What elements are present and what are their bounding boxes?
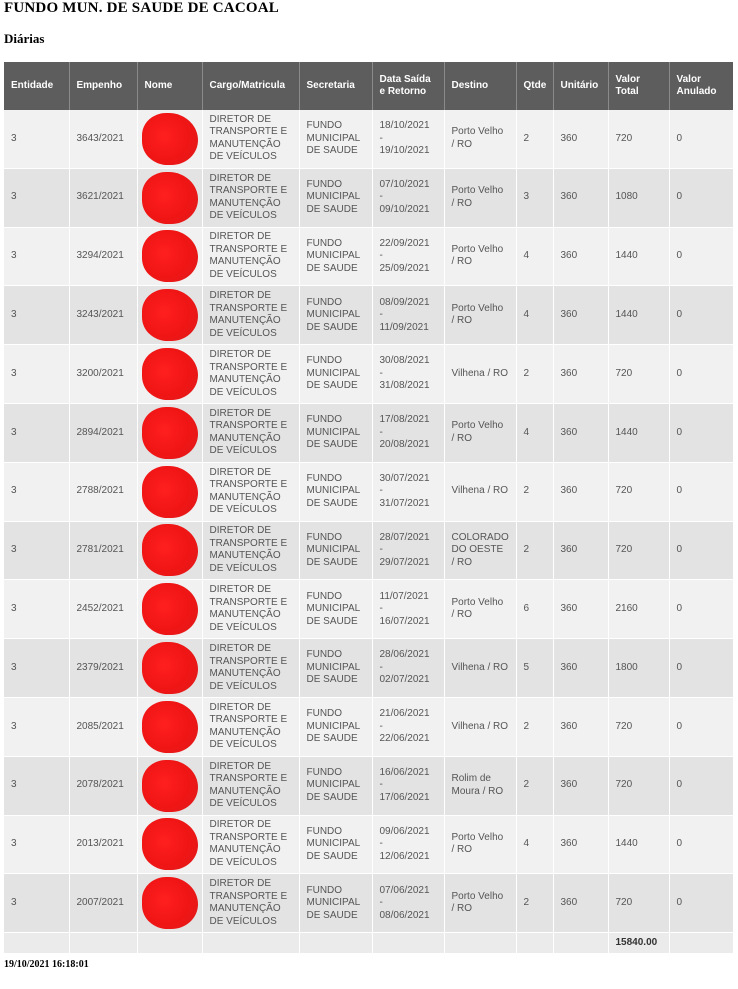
cell-empenho: 2078/2021 — [69, 756, 137, 815]
cell-valor-anulado: 0 — [669, 521, 733, 580]
cell-empenho: 2452/2021 — [69, 580, 137, 639]
date-return: 08/06/2021 — [379, 909, 430, 921]
cell-qtde: 5 — [516, 639, 553, 698]
cell-secretaria: FUNDO MUNICIPAL DE SAUDE — [299, 815, 372, 874]
cell-secretaria: FUNDO MUNICIPAL DE SAUDE — [299, 168, 372, 227]
date-separator: - — [379, 367, 383, 379]
cell-data — [372, 403, 444, 462]
cell-qtde: 4 — [516, 815, 553, 874]
cell-valor-anulado: 0 — [669, 697, 733, 756]
redacted-name-mark — [142, 407, 198, 459]
table-row — [4, 756, 733, 815]
table-row — [4, 815, 733, 874]
cell-data — [372, 815, 444, 874]
cell-entidade: 3 — [4, 697, 69, 756]
date-departure: 28/07/2021 — [379, 531, 430, 543]
cell-data — [372, 580, 444, 639]
cell-entidade: 3 — [4, 345, 69, 404]
cell-unitario: 360 — [553, 580, 608, 639]
redacted-name-mark — [142, 877, 198, 929]
cell-cargo: DIRETOR DE TRANSPORTE E MANUTENÇÃO DE VEÍCULOS — [202, 168, 299, 227]
cell-nome — [137, 521, 202, 580]
cell-destino: Vilhena / RO — [444, 345, 516, 404]
cell-data — [372, 697, 444, 756]
date-separator: - — [379, 426, 383, 438]
table-row — [4, 168, 733, 227]
date-separator: - — [379, 661, 383, 673]
date-departure: 22/09/2021 — [379, 237, 430, 249]
redacted-name-mark — [142, 701, 198, 753]
column-header-entidade[interactable]: Entidade — [4, 62, 69, 110]
cell-cargo: DIRETOR DE TRANSPORTE E MANUTENÇÃO DE VEÍCULOS — [202, 110, 299, 168]
date-departure: 16/06/2021 — [379, 766, 430, 778]
table-row — [4, 697, 733, 756]
cell-valor-total: 720 — [608, 521, 669, 580]
cell-destino: Porto Velho / RO — [444, 110, 516, 168]
page-title: FUNDO MUN. DE SAUDE DE CACOAL — [4, 0, 279, 16]
cell-entidade: 3 — [4, 462, 69, 521]
cell-unitario: 360 — [553, 697, 608, 756]
cell-unitario: 360 — [553, 521, 608, 580]
cell-nome — [137, 580, 202, 639]
cell-cargo: DIRETOR DE TRANSPORTE E MANUTENÇÃO DE VEÍCULOS — [202, 403, 299, 462]
cell-cargo: DIRETOR DE TRANSPORTE E MANUTENÇÃO DE VEÍCULOS — [202, 874, 299, 933]
date-separator: - — [379, 191, 383, 203]
cell-empenho: 3294/2021 — [69, 227, 137, 286]
cell-nome — [137, 168, 202, 227]
cell-valor-total: 1440 — [608, 227, 669, 286]
column-header-secretaria[interactable]: Secretaria — [299, 62, 372, 110]
cell-valor-anulado: 0 — [669, 462, 733, 521]
cell-entidade: 3 — [4, 168, 69, 227]
date-separator: - — [379, 603, 383, 615]
date-return: 02/07/2021 — [379, 674, 430, 686]
cell-secretaria: FUNDO MUNICIPAL DE SAUDE — [299, 345, 372, 404]
cell-valor-anulado: 0 — [669, 345, 733, 404]
cell-empenho: 2013/2021 — [69, 815, 137, 874]
table-header-row — [4, 62, 733, 110]
cell-nome — [137, 227, 202, 286]
cell-qtde: 4 — [516, 403, 553, 462]
cell-secretaria: FUNDO MUNICIPAL DE SAUDE — [299, 462, 372, 521]
date-return: 16/07/2021 — [379, 615, 430, 627]
date-separator: - — [379, 779, 383, 791]
date-return: 22/06/2021 — [379, 733, 430, 745]
cell-empenho: 2379/2021 — [69, 639, 137, 698]
cell-cargo: DIRETOR DE TRANSPORTE E MANUTENÇÃO DE VEÍCULOS — [202, 756, 299, 815]
cell-qtde: 4 — [516, 227, 553, 286]
cell-cargo: DIRETOR DE TRANSPORTE E MANUTENÇÃO DE VEÍCULOS — [202, 639, 299, 698]
cell-unitario: 360 — [553, 227, 608, 286]
date-departure: 21/06/2021 — [379, 708, 430, 720]
cell-valor-anulado: 0 — [669, 227, 733, 286]
cell-entidade: 3 — [4, 286, 69, 345]
cell-entidade: 3 — [4, 110, 69, 168]
cell-data — [372, 874, 444, 933]
redacted-name-mark — [142, 524, 198, 576]
date-separator: - — [379, 309, 383, 321]
cell-nome — [137, 639, 202, 698]
cell-cargo: DIRETOR DE TRANSPORTE E MANUTENÇÃO DE VEÍCULOS — [202, 345, 299, 404]
date-separator: - — [379, 250, 383, 262]
cell-valor-total: 1440 — [608, 286, 669, 345]
cell-data — [372, 286, 444, 345]
cell-destino: Porto Velho / RO — [444, 227, 516, 286]
column-header-valor-anulado[interactable]: Valor Anulado — [669, 62, 733, 110]
cell-entidade: 3 — [4, 874, 69, 933]
cell-nome — [137, 697, 202, 756]
cell-valor-anulado: 0 — [669, 580, 733, 639]
cell-destino: Porto Velho / RO — [444, 403, 516, 462]
diarias-table — [4, 62, 733, 953]
cell-secretaria: FUNDO MUNICIPAL DE SAUDE — [299, 697, 372, 756]
section-title: Diárias — [4, 31, 45, 46]
cell-data — [372, 345, 444, 404]
cell-qtde: 2 — [516, 697, 553, 756]
cell-valor-total: 720 — [608, 756, 669, 815]
cell-valor-total: 1440 — [608, 815, 669, 874]
cell-destino: Vilhena / RO — [444, 639, 516, 698]
table-row — [4, 227, 733, 286]
table-body — [4, 110, 733, 933]
cell-valor-total: 720 — [608, 110, 669, 168]
cell-empenho: 2781/2021 — [69, 521, 137, 580]
cell-destino: Porto Velho / RO — [444, 815, 516, 874]
date-separator: - — [379, 838, 383, 850]
table-row — [4, 345, 733, 404]
cell-secretaria: FUNDO MUNICIPAL DE SAUDE — [299, 639, 372, 698]
cell-secretaria: FUNDO MUNICIPAL DE SAUDE — [299, 227, 372, 286]
cell-unitario: 360 — [553, 345, 608, 404]
redacted-name-mark — [142, 172, 198, 224]
cell-empenho: 2007/2021 — [69, 874, 137, 933]
cell-unitario: 360 — [553, 815, 608, 874]
cell-cargo: DIRETOR DE TRANSPORTE E MANUTENÇÃO DE VEÍCULOS — [202, 580, 299, 639]
cell-valor-total: 720 — [608, 874, 669, 933]
date-return: 19/10/2021 — [379, 145, 430, 157]
cell-secretaria: FUNDO MUNICIPAL DE SAUDE — [299, 874, 372, 933]
cell-empenho: 3243/2021 — [69, 286, 137, 345]
cell-entidade: 3 — [4, 227, 69, 286]
cell-entidade: 3 — [4, 815, 69, 874]
cell-unitario: 360 — [553, 403, 608, 462]
cell-nome — [137, 756, 202, 815]
cell-cargo: DIRETOR DE TRANSPORTE E MANUTENÇÃO DE VEÍCULOS — [202, 462, 299, 521]
cell-data — [372, 168, 444, 227]
table-total-row — [4, 933, 733, 954]
date-return: 17/06/2021 — [379, 791, 430, 803]
table-row — [4, 639, 733, 698]
cell-valor-anulado: 0 — [669, 110, 733, 168]
cell-entidade: 3 — [4, 639, 69, 698]
date-separator: - — [379, 485, 383, 497]
cell-secretaria: FUNDO MUNICIPAL DE SAUDE — [299, 403, 372, 462]
cell-unitario: 360 — [553, 168, 608, 227]
table-row — [4, 521, 733, 580]
table-row — [4, 286, 733, 345]
date-return: 20/08/2021 — [379, 439, 430, 451]
date-return: 12/06/2021 — [379, 850, 430, 862]
date-return: 31/07/2021 — [379, 497, 430, 509]
date-departure: 17/08/2021 — [379, 414, 430, 426]
redacted-name-mark — [142, 760, 198, 812]
cell-nome — [137, 345, 202, 404]
date-departure: 30/08/2021 — [379, 355, 430, 367]
redacted-name-mark — [142, 466, 198, 518]
cell-valor-total: 720 — [608, 462, 669, 521]
table-row — [4, 110, 733, 168]
cell-unitario: 360 — [553, 874, 608, 933]
date-separator: - — [379, 132, 383, 144]
cell-valor-anulado: 0 — [669, 815, 733, 874]
cell-destino: Porto Velho / RO — [444, 286, 516, 345]
column-header-data[interactable]: Data Saída e Retorno — [372, 62, 444, 110]
cell-cargo: DIRETOR DE TRANSPORTE E MANUTENÇÃO DE VEÍCULOS — [202, 286, 299, 345]
cell-unitario: 360 — [553, 286, 608, 345]
cell-empenho: 3643/2021 — [69, 110, 137, 168]
redacted-name-mark — [142, 818, 198, 870]
cell-empenho: 2894/2021 — [69, 403, 137, 462]
date-departure: 11/07/2021 — [379, 590, 429, 602]
cell-qtde: 2 — [516, 756, 553, 815]
cell-destino: Porto Velho / RO — [444, 168, 516, 227]
cell-valor-anulado: 0 — [669, 756, 733, 815]
cell-qtde: 3 — [516, 168, 553, 227]
cell-unitario: 360 — [553, 639, 608, 698]
date-return: 11/09/2021 — [379, 321, 429, 333]
cell-valor-total: 2160 — [608, 580, 669, 639]
redacted-name-mark — [142, 230, 198, 282]
column-header-unitario[interactable]: Unitário — [553, 62, 608, 110]
cell-valor-total: 1080 — [608, 168, 669, 227]
cell-cargo: DIRETOR DE TRANSPORTE E MANUTENÇÃO DE VEÍCULOS — [202, 815, 299, 874]
cell-nome — [137, 815, 202, 874]
cell-valor-anulado: 0 — [669, 403, 733, 462]
column-header-cargo[interactable]: Cargo/Matricula — [202, 62, 299, 110]
redacted-name-mark — [142, 348, 198, 400]
cell-valor-total: 1800 — [608, 639, 669, 698]
date-return: 09/10/2021 — [379, 203, 430, 215]
cell-qtde: 2 — [516, 521, 553, 580]
column-header-nome[interactable]: Nome — [137, 62, 202, 110]
cell-cargo: DIRETOR DE TRANSPORTE E MANUTENÇÃO DE VEÍCULOS — [202, 227, 299, 286]
cell-empenho: 2085/2021 — [69, 697, 137, 756]
date-departure: 18/10/2021 — [379, 120, 430, 132]
column-header-destino[interactable]: Destino — [444, 62, 516, 110]
cell-valor-anulado: 0 — [669, 639, 733, 698]
cell-valor-anulado: 0 — [669, 168, 733, 227]
date-departure: 30/07/2021 — [379, 472, 430, 484]
column-header-empenho[interactable]: Empenho — [69, 62, 137, 110]
cell-destino: Porto Velho / RO — [444, 580, 516, 639]
cell-qtde: 4 — [516, 286, 553, 345]
cell-secretaria: FUNDO MUNICIPAL DE SAUDE — [299, 580, 372, 639]
cell-destino: Porto Velho / RO — [444, 874, 516, 933]
date-departure: 07/06/2021 — [379, 884, 430, 896]
cell-destino: Vilhena / RO — [444, 697, 516, 756]
cell-qtde: 6 — [516, 580, 553, 639]
date-return: 25/09/2021 — [379, 262, 430, 274]
cell-secretaria: FUNDO MUNICIPAL DE SAUDE — [299, 286, 372, 345]
cell-nome — [137, 286, 202, 345]
cell-data — [372, 462, 444, 521]
cell-cargo: DIRETOR DE TRANSPORTE E MANUTENÇÃO DE VEÍCULOS — [202, 697, 299, 756]
cell-data — [372, 639, 444, 698]
redacted-name-mark — [142, 113, 198, 165]
cell-valor-total: 720 — [608, 345, 669, 404]
date-departure: 07/10/2021 — [379, 178, 430, 190]
cell-empenho: 3200/2021 — [69, 345, 137, 404]
date-return: 29/07/2021 — [379, 556, 430, 568]
cell-data — [372, 227, 444, 286]
grand-total-value: 15840.00 — [608, 933, 669, 954]
report-timestamp: 19/10/2021 16:18:01 — [4, 959, 89, 970]
cell-destino: Rolim de Moura / RO — [444, 756, 516, 815]
redacted-name-mark — [142, 583, 198, 635]
cell-entidade: 3 — [4, 403, 69, 462]
date-separator: - — [379, 544, 383, 556]
redacted-name-mark — [142, 642, 198, 694]
date-separator: - — [379, 720, 383, 732]
diarias-table-container — [4, 62, 733, 953]
cell-cargo: DIRETOR DE TRANSPORTE E MANUTENÇÃO DE VEÍCULOS — [202, 521, 299, 580]
column-header-qtde[interactable]: Qtde — [516, 62, 553, 110]
cell-nome — [137, 874, 202, 933]
cell-qtde: 2 — [516, 874, 553, 933]
cell-valor-total: 1440 — [608, 403, 669, 462]
cell-nome — [137, 462, 202, 521]
date-departure: 09/06/2021 — [379, 825, 430, 837]
cell-entidade: 3 — [4, 521, 69, 580]
cell-entidade: 3 — [4, 580, 69, 639]
cell-empenho: 3621/2021 — [69, 168, 137, 227]
date-separator: - — [379, 897, 383, 908]
cell-unitario: 360 — [553, 110, 608, 168]
redacted-name-mark — [142, 289, 198, 341]
cell-valor-total: 720 — [608, 697, 669, 756]
cell-empenho: 2788/2021 — [69, 462, 137, 521]
cell-destino: Vilhena / RO — [444, 462, 516, 521]
cell-entidade: 3 — [4, 756, 69, 815]
cell-unitario: 360 — [553, 462, 608, 521]
column-header-valor-total[interactable]: Valor Total — [608, 62, 669, 110]
cell-qtde: 2 — [516, 110, 553, 168]
cell-data — [372, 756, 444, 815]
table-row — [4, 403, 733, 462]
cell-qtde: 2 — [516, 345, 553, 404]
cell-valor-anulado: 0 — [669, 874, 733, 933]
cell-qtde: 2 — [516, 462, 553, 521]
cell-data — [372, 110, 444, 168]
cell-destino: COLORADO DO OESTE / RO — [444, 521, 516, 580]
cell-data — [372, 521, 444, 580]
cell-nome — [137, 110, 202, 168]
cell-unitario: 360 — [553, 756, 608, 815]
cell-secretaria: FUNDO MUNICIPAL DE SAUDE — [299, 521, 372, 580]
table-row — [4, 874, 733, 933]
date-departure: 08/09/2021 — [379, 296, 430, 308]
date-return: 31/08/2021 — [379, 380, 430, 392]
table-row — [4, 462, 733, 521]
cell-secretaria: FUNDO MUNICIPAL DE SAUDE — [299, 756, 372, 815]
cell-valor-anulado: 0 — [669, 286, 733, 345]
date-departure: 28/06/2021 — [379, 649, 430, 661]
cell-nome — [137, 403, 202, 462]
table-row — [4, 580, 733, 639]
cell-secretaria: FUNDO MUNICIPAL DE SAUDE — [299, 110, 372, 168]
